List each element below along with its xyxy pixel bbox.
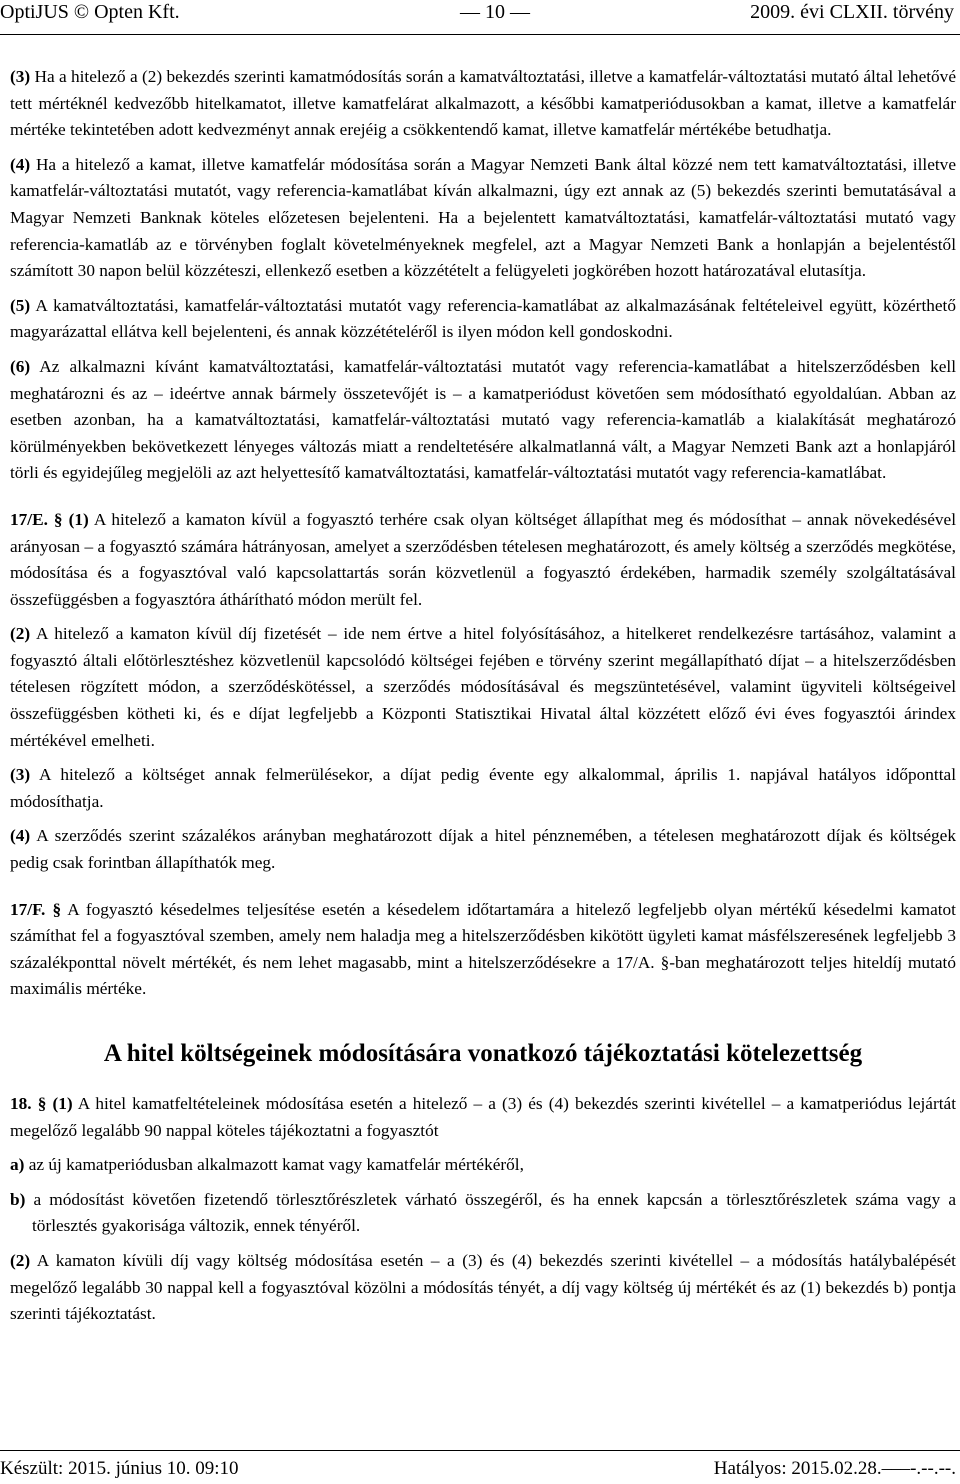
paragraph-text: Az alkalmazni kívánt kamatváltoztatási, kamatfelár-változtatási mutatót vagy referencia-kamatlábat a hitelszerződésben kell meghatározni és az – ideértve annak bármely összetevőjét is – a kamatperiódust követően sem módosítható egyoldalúan. Abban az esetben azonban, ha a kamatváltoztatási, kamatfelár-változtatási mutató vagy referencia-kamatláb a kialakítását meghatározó körülményekben bekövetkezett lényeges változás miatt a rendeltetésére alkalmatlanná vált, a Magyar Nemzeti Bank azt a honlapjáról törli és egyidejűleg megjelöli az azt helyettesítő kamatváltoztatási, kamatfelár-változtatási mutatót vagy referencia-kamatlábat. — [10, 356, 956, 483]
paragraph-number: (1) — [52, 1094, 73, 1113]
header-publisher: OptiJUS © Opten Kft. — [0, 1, 180, 23]
footer-effective: Hatályos: 2015.02.28.–––-.--.--. — [713, 1458, 956, 1479]
list-item-b — [10, 1187, 956, 1240]
paragraph-text: A kamaton kívüli díj vagy költség módosítása esetén – a (3) és (4) bekezdés szerinti kivétellel – a módosítás hatálybalépését megelőző legalább 30 nappal kell a fogyasztóval közölni a módosítás tényét, a díj vagy költség új mértékét és az (1) bekezdés b) pontja szerinti tájékoztatást. — [10, 1250, 956, 1324]
paragraph-text: A hitelező a költséget annak felmerülésekor, a díjat pedig évente egy alkalommal, április 1. napjával hatályos időponttal módosíthatja. — [10, 765, 956, 811]
paragraph-number: (5) — [10, 295, 31, 315]
item-text: a módosítást követően fizetendő törlesztőrészletek várható összegéről, és ha ennek kapcsán a törlesztőrészletek száma vagy a törlesztés gyakorisága változik, ennek tényéről. — [32, 1189, 956, 1236]
section-label: 17/E. § — [10, 509, 63, 529]
header-rule — [0, 34, 960, 35]
section-17e-paragraph-2 — [10, 621, 956, 754]
footer-created: Készült: 2015. június 10. 09:10 — [0, 1458, 239, 1479]
section-17e-paragraph-1 — [10, 507, 956, 613]
header-law-title: 2009. évi CLXII. törvény — [750, 1, 954, 23]
paragraph-6 — [10, 354, 956, 487]
item-label: b) — [10, 1189, 26, 1209]
page-header — [0, 0, 960, 30]
list-item-a — [10, 1152, 956, 1179]
paragraph-number: (6) — [10, 356, 31, 376]
paragraph-number: (1) — [68, 509, 89, 529]
paragraph-number: (2) — [10, 1250, 31, 1270]
paragraph-number: (4) — [10, 154, 31, 174]
paragraph-text: A hitelező a kamaton kívül díj fizetését – ide nem értve a hitel folyósításához, a hitelkeret rendelkezésre tartásához, valamint a fogyasztó általi előtörlesztéshez közvetlenül kapcsolódó költségei fejében e törvény szerint megállapítható díjat – a hitelszerződésben tételesen rögzített módon, a szerződéskötéssel, a szerződés módosításával és megszüntetésével, valamint ügyviteli költségeivel összefüggésben kötheti ki, és e díjat legfeljebb a Központi Statisztikai Hivatal által közzétett előző évi éves fogyasztói árindex mértékével emelheti. — [10, 624, 956, 750]
document-body — [10, 64, 956, 1336]
paragraph-3 — [10, 64, 956, 144]
section-18-paragraph-2 — [10, 1248, 956, 1328]
paragraph-text: Ha a hitelező a kamat, illetve kamatfelár módosítása során a Magyar Nemzeti Bank által közzé nem tett kamatváltoztatási, illetve kamatfelár-változtatási mutatót, vagy referencia-kamatlábat kíván alkalmazni, úgy ezt annak az (5) bekezdés szerinti bemutatásával a Magyar Nemzeti Banknak köteles előzetesen bejelenteni. Ha a bejelentett kamatváltoztatási, kamatfelár-változtatási mutató vagy referencia-kamatláb az e törvényben foglalt követelményeknek megfelel, azt a Magyar Nemzeti Bank a honlapján a bejelentéstől számított 30 napon belül közzéteszi, ellenkező esetben a közzétételt a felügyeleti jogkörében hozott határozatával elutasítja. — [10, 154, 956, 281]
paragraph-number: (2) — [10, 624, 31, 644]
item-label: a) — [10, 1155, 25, 1175]
section-heading: A hitel költségeinek módosítására vonatkozó tájékoztatási kötelezettség — [103, 1040, 863, 1067]
paragraph-5 — [10, 293, 956, 346]
paragraph-4 — [10, 152, 956, 285]
paragraph-text: A fogyasztó késedelmes teljesítése esetén a késedelem időtartamára a hitelező legfeljebb olyan mértékű késedelmi kamatot számíthat fel a fogyasztóval szemben, amely nem haladja meg a hitelszerződésben kikötött ügyleti kamat másfélszeresének legfeljebb 3 százalékponttal növelt mértékét, és nem lehet magasabb, mint a hitelszerződésekre a 17/A. §-ban meghatározott teljes hiteldíj mutató maximális mértéke. — [10, 899, 956, 999]
paragraph-text: A kamatváltoztatási, kamatfelár-változtatási mutatót vagy referencia-kamatlábat az alkalmazásának feltételeivel együtt, közérthető magyarázattal ellátva kell bejelenteni, és annak közzétételéről is ilyen módon kell gondoskodni. — [10, 295, 956, 342]
item-text: az új kamatperiódusban alkalmazott kamat vagy kamatfelár mértékéről, — [28, 1155, 524, 1175]
footer-rule — [0, 1450, 960, 1451]
paragraph-text: A hitel kamatfeltételeinek módosítása esetén a hitelező – a (3) és (4) bekezdés szerinti kivétellel – a kamatperiódus lejártát megelőző legalább 90 nappal köteles tájékoztatni a fogyasztót — [10, 1094, 956, 1140]
section-18-paragraph-1 — [10, 1091, 956, 1144]
paragraph-text: Ha a hitelező a (2) bekezdés szerinti kamatmódosítás során a kamatváltoztatási, illetve a kamatfelár-változtatási mutató által lehetővé tett mértéknél kedvezőbb hitelkamatot, illetve kamatfelárat alkalmazott, a későbbi kamatperiódusokban a kamat, illetve a kamatfelár mértéke tekintetében adott kedvezményt annak erejéig a csökkentendő kamat, illetve kamatfelár mértékébe betudhatja. — [10, 67, 956, 140]
paragraph-number: (3) — [10, 67, 31, 86]
section-17e-paragraph-4 — [10, 823, 956, 876]
paragraph-number: (3) — [10, 765, 31, 785]
section-17e-paragraph-3 — [10, 762, 956, 815]
paragraph-text: A szerződés szerint százalékos arányban meghatározott díjak a hitel pénznemében, a tételesen meghatározott díjak és költségek pedig csak forintban állapíthatók meg. — [10, 826, 956, 873]
header-page-number: — 10 — — [460, 1, 530, 23]
section-label: 17/F. § — [10, 899, 62, 919]
section-17f — [10, 897, 956, 1003]
section-label: 18. § — [10, 1094, 47, 1113]
paragraph-number: (4) — [10, 826, 31, 846]
paragraph-text: A hitelező a kamaton kívül a fogyasztó terhére csak olyan költséget állapíthat meg és módosíthat – annak növekedésével arányosan – a fogyasztó számára hátrányosan, amelyet a szerződésben tételesen meghatározott, és amely költség a szerződés megkötése, módosítása és a fogyasztóval való kapcsolattartás során közvetlenül a fogyasztó érdekében, harmadik személy szolgáltatásával összefüggésben a fogyasztóra áthárítható módon merült fel. — [10, 509, 956, 609]
